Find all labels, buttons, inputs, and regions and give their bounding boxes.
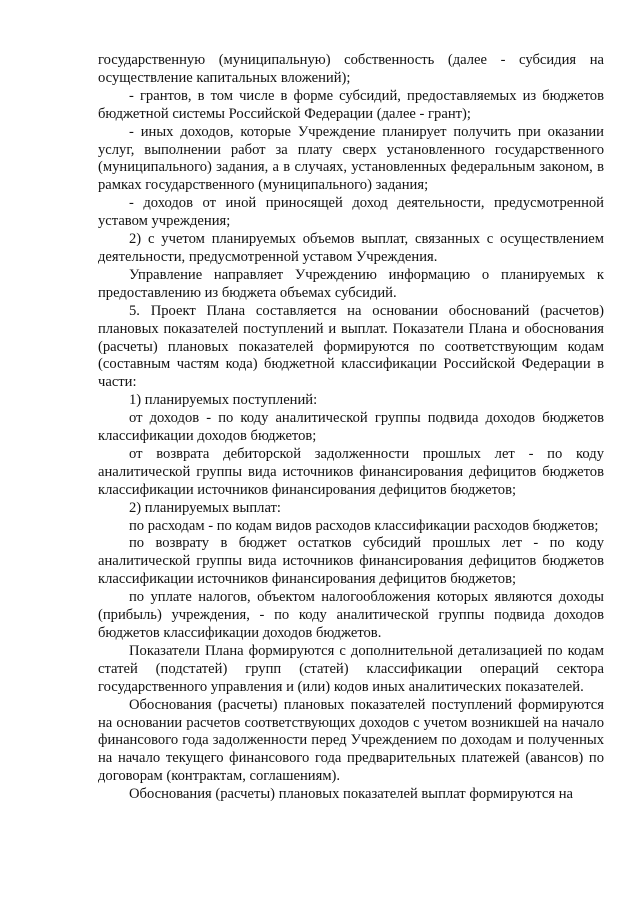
- paragraph: 1) планируемых поступлений:: [129, 392, 318, 409]
- paragraph: - иных доходов, которые Учреждение планирует получить при оказании услуг, выполнении работ за плату сверх установленного государственного (муниципального) задания, а в случаях, установленных федеральным законом, в рамках государственного (муниципального) задания;: [98, 123, 604, 194]
- paragraph: - доходов от иной приносящей доход деятельности, предусмотренной уставом учреждения;: [98, 195, 604, 230]
- paragraph: - грантов, в том числе в форме субсидий, предоставляемых из бюджетов бюджетной системы Российской Федерации (далее - грант);: [98, 87, 604, 122]
- paragraph: от доходов - по коду аналитической группы подвида доходов бюджетов классификации доходов бюджетов;: [98, 410, 604, 445]
- paragraph: Показатели Плана формируются с дополнительной детализацией по кодам статей (подстатей) групп (статей) классификации операций сектора государственного управления и (или) кодов иных аналитических показателей.: [98, 642, 604, 695]
- document-page: [98, 52, 604, 804]
- paragraph: по уплате налогов, объектом налогообложения которых являются доходы (прибыль) учреждения, - по коду аналитической группы подвида доходов бюджетов классификации доходов бюджетов.: [98, 589, 604, 641]
- paragraph: 2) с учетом планируемых объемов выплат, связанных с осуществлением деятельности, предусмотренной уставом Учреждения.: [98, 231, 604, 265]
- paragraph: 2) планируемых выплат:: [129, 499, 281, 516]
- paragraph: 5. Проект Плана составляется на основании обоснований (расчетов) плановых показателей поступлений и выплат. Показатели Плана и обоснования (расчеты) плановых показателей формируются по соответствующим кодам (составным частям кода) бюджетной классификации Российской Федерации в части:: [98, 302, 604, 391]
- paragraph: Обоснования (расчеты) плановых показателей поступлений формируются на основании расчетов соответствующих доходов с учетом возникшей на начало финансового года задолженности перед Учреждением по доходам и полученных на начало текущего финансового года предварительных платежей (авансов) по договорам (контрактам, соглашениям).: [98, 696, 604, 785]
- paragraph: по расходам - по кодам видов расходов классификации расходов бюджетов;: [129, 517, 599, 534]
- paragraph: по возврату в бюджет остатков субсидий прошлых лет - по коду аналитической группы вида источников финансирования дефицитов бюджетов классификации источников финансирования дефицитов бюджетов;: [98, 535, 604, 588]
- paragraph: Обоснования (расчеты) плановых показателей выплат формируются на: [129, 786, 573, 803]
- paragraph: Управление направляет Учреждению информацию о планируемых к предоставлению из бюджета объемах субсидий.: [98, 266, 604, 301]
- paragraph: от возврата дебиторской задолженности прошлых лет - по коду аналитической группы вида источников финансирования дефицитов бюджетов классификации источников финансирования дефицитов бюджетов;: [98, 445, 604, 498]
- paragraph: государственную (муниципальную) собственность (далее - субсидия на осуществление капитальных вложений);: [98, 52, 604, 86]
